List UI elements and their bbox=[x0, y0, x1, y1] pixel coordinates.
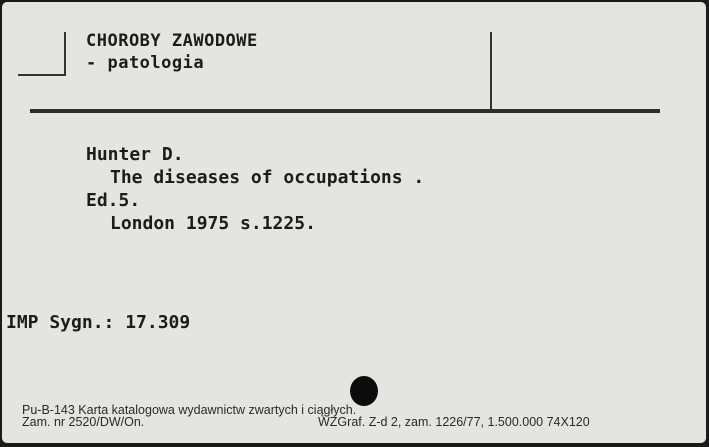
subject-heading-sub: - patologia bbox=[86, 53, 205, 73]
punch-hole bbox=[350, 376, 378, 406]
entry-author: Hunter D. bbox=[86, 144, 184, 165]
bracket-vertical-line bbox=[64, 32, 66, 76]
catalog-card bbox=[2, 2, 706, 443]
entry-edition: Ed.5. bbox=[86, 190, 141, 211]
footer-form-line: Pu-B-143 Karta katalogowa wydawnictw zwartych i ciągłych. bbox=[22, 403, 357, 417]
header-rule bbox=[30, 109, 660, 113]
footer-print-info: WZGraf. Z-d 2, zam. 1226/77, 1.500.000 74X120 bbox=[318, 415, 590, 429]
corner-bracket-mark bbox=[18, 32, 66, 76]
entry-imprint: London 1975 s.1225. bbox=[110, 213, 316, 234]
heading-divider-line bbox=[490, 32, 492, 110]
subject-heading-main: CHOROBY ZAWODOWE bbox=[86, 31, 258, 51]
footer-order-number: Zam. nr 2520/DW/On. bbox=[22, 415, 145, 429]
bibliographic-entry bbox=[86, 143, 424, 235]
bracket-horizontal-line bbox=[18, 74, 66, 76]
printer-footer bbox=[22, 403, 590, 429]
entry-title: The diseases of occupations . bbox=[110, 167, 425, 188]
call-number: IMP Sygn.: 17.309 bbox=[6, 312, 191, 333]
subject-heading bbox=[86, 30, 258, 74]
